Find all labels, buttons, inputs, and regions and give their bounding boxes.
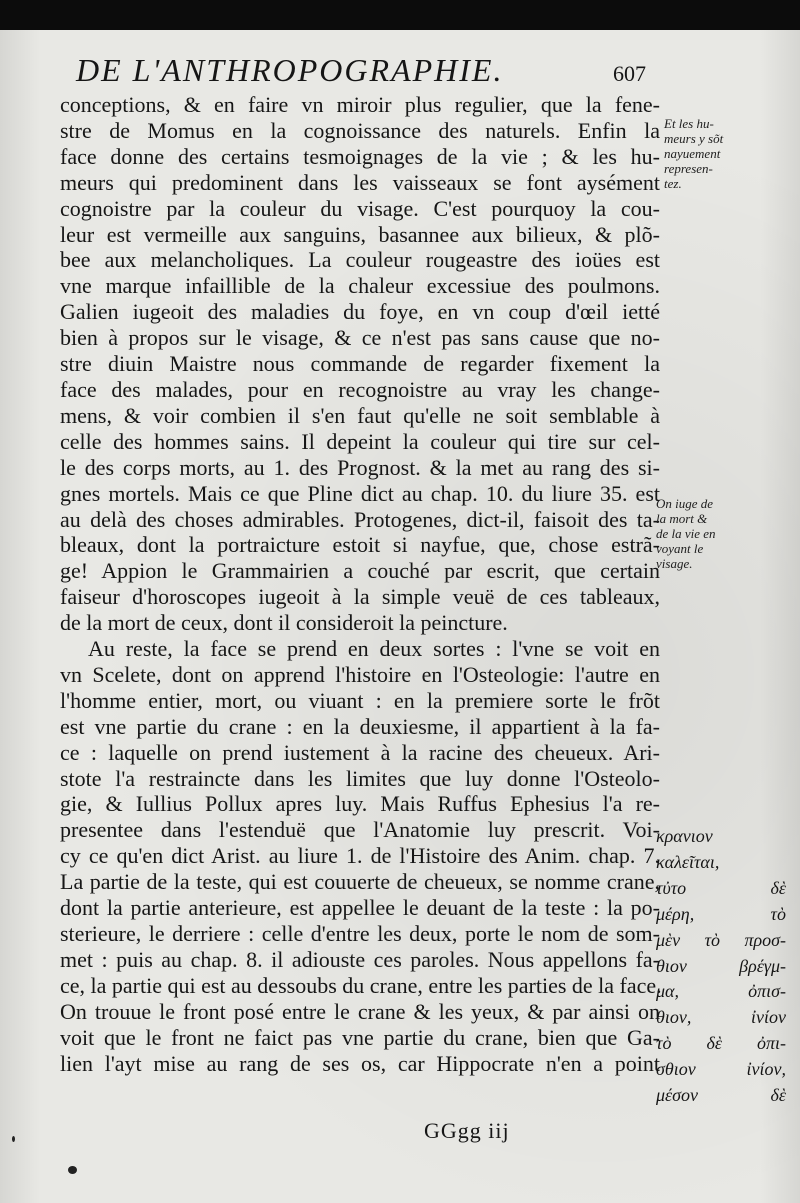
text-line: Au reste, la face se prend en deux sortes : l'vne se voit en [88, 636, 660, 662]
text-line: bien à propos sur le visage, & ce n'est pas sans cause que no- [60, 325, 660, 351]
text-line: stre diuin Maistre nous commande de regarder fixement la [60, 351, 660, 377]
greek-line: τὐτο δὲ [656, 877, 786, 898]
greek-line: μέρη, τὸ [656, 903, 786, 924]
text-line: cy ce qu'en dict Arist. au liure 1. de l'Histoire des Anim. chap. 7. [60, 843, 660, 869]
greek-line: σθιον ἰνίον, [656, 1059, 786, 1080]
greek-line: μα, ὀπισ- [656, 981, 786, 1002]
margin-note-visage [656, 496, 776, 571]
text-line: stote l'a restraincte dans les limites que luy donne l'Osteolo- [60, 765, 660, 791]
text-line: voit que le front ne faict pas vne partie du crane, bien que Ga- [60, 1024, 660, 1050]
greek-line: θιον, ἰνίον [656, 1007, 786, 1028]
greek-line: τὸ δὲ ὀπι- [656, 1033, 786, 1054]
text-line: celle des hommes sains. Il depeint la couleur qui tire sur cel- [60, 428, 660, 454]
text-line: mens, & voir combien il s'en faut qu'elle ne soit semblable à [60, 402, 660, 428]
text-line: cognoistre par la couleur du visage. C'est pourquoy la cou- [60, 195, 660, 221]
text-line: bee aux melancholiques. La couleur rougeastre des ioües est [60, 247, 660, 273]
greek-line: καλεῖται, [656, 851, 720, 872]
margin-note-line: visage. [656, 556, 693, 571]
ink-speck [68, 1166, 77, 1174]
text-line: bleaux, dont la portraicture estoit si nayfue, que, chose estrã- [60, 532, 660, 558]
text-line: ce, la partie qui est au dessoubs du crane, entre les parties de la face. [60, 972, 662, 998]
text-line: Galien iugeoit des maladies du foye, en vn coup d'œil ietté [60, 299, 660, 325]
scan-top-border [0, 0, 800, 34]
text-line: sterieure, le derriere : celle d'entre les deux, porte le nom de som- [60, 921, 660, 946]
running-head [76, 52, 646, 92]
signature-mark: GGgg iij [424, 1118, 510, 1143]
margin-note-line: meurs y sõt [664, 131, 724, 146]
text-line: La partie de la teste, qui est couuerte de cheueux, se nomme crane, [60, 869, 660, 895]
book-page [0, 30, 800, 1203]
margin-note-line: tez. [664, 176, 682, 191]
greek-line: θιον βρέγμ- [656, 955, 786, 976]
text-line: dont la partie anterieure, est appellee le deuant de la teste : la po- [60, 895, 660, 921]
text-line: stre de Momus en la cognoissance des naturels. Enfin la [60, 117, 660, 143]
text-line: conceptions, & en faire vn miroir plus regulier, que la fene- [60, 92, 660, 117]
text-line: leur est vermeille aux sanguins, basannee aux bilieux, & plõ- [60, 221, 660, 247]
greek-line: κρανιον [656, 826, 713, 846]
margin-note-line: nayuement [664, 146, 721, 161]
margin-note-line: la mort & [656, 511, 708, 526]
text-line: lien l'ayt mise au rang de ses os, car Hippocrate n'en a point [60, 1050, 660, 1076]
text-line: On trouue le front posé entre le crane & les yeux, & par ainsi on [60, 998, 660, 1024]
greek-margin-column [656, 824, 786, 1109]
text-line: faiseur d'horoscopes iugeoit à la simple veuë de ces tableaux, [60, 584, 660, 610]
text-line: face donne des certains tesmoignages de la vie ; & les hu- [60, 143, 660, 169]
text-line: au delà des choses admirables. Protogenes, dict-il, faisoit des ta- [60, 506, 660, 532]
text-line: face des malades, pour en recognoistre au vray les change- [60, 376, 660, 402]
margin-note-line: represen- [664, 161, 713, 176]
main-text-block [60, 92, 660, 1076]
margin-note-line: voyant le [656, 541, 704, 556]
text-line: gnes mortels. Mais ce que Pline dict au chap. 10. du liure 35. est [60, 480, 660, 506]
greek-line: μέσον δὲ [656, 1085, 786, 1106]
margin-note-line: de la vie en [656, 526, 716, 541]
running-title: DE L'ANTHROPOGRAPHIE. [76, 52, 504, 88]
margin-note-humeurs [664, 116, 784, 191]
text-line: l'homme entier, mort, ou viuant : en la premiere sorte le frõt [60, 687, 660, 713]
text-line: ge! Appion le Grammairien a couché par escrit, que certain [60, 558, 660, 584]
text-line: vne marque infaillible de la chaleur excessiue des poulmons. [60, 273, 660, 299]
text-line: meurs qui predominent dans les vaisseaux se font aysément [60, 169, 660, 195]
page-number: 607 [613, 61, 646, 86]
text-line: de la mort de ceux, dont il consideroit la peincture. [60, 610, 508, 636]
text-line: le des corps morts, au 1. des Prognost. & la met au rang des si- [60, 454, 660, 480]
text-line: met : puis au chap. 8. il adiouste ces paroles. Nous appellons fa- [60, 946, 660, 972]
ink-speck [12, 1136, 15, 1142]
margin-note-line: Et les hu- [664, 116, 714, 131]
text-line: ce : laquelle on prend iustement à la racine des cheueux. Ari- [60, 739, 660, 765]
text-line: vn Scelete, dont on apprend l'histoire en l'Osteologie: l'autre en [60, 661, 660, 687]
text-line: presentee dans l'estenduë que l'Anatomie luy prescrit. Voi- [60, 817, 660, 843]
greek-line: μὲν τὸ προσ- [656, 929, 786, 950]
text-line: gie, & Iullius Pollux apres luy. Mais Ruffus Ephesius l'a re- [60, 791, 660, 817]
text-line: est vne partie du crane : en la deuxiesme, il appartient à la fa- [60, 713, 660, 739]
margin-note-line: On iuge de [656, 496, 714, 511]
